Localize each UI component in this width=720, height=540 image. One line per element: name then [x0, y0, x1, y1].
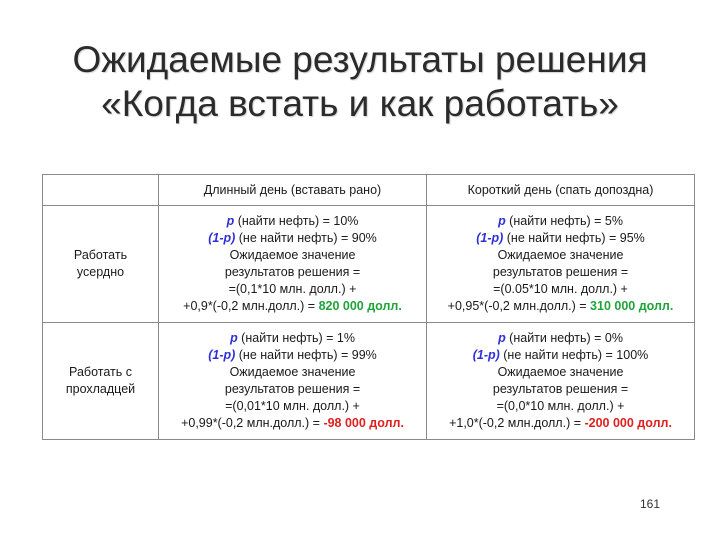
row-label-line: усердно [76, 265, 125, 279]
complement-line [161, 230, 424, 247]
complement-symbol: (1-p) [208, 231, 236, 245]
slide-title [0, 38, 720, 126]
formula-line: =(0,1*10 млн. долл.) + [228, 282, 357, 296]
formula-line: результатов решения = [224, 382, 361, 396]
decision-table [42, 174, 695, 440]
formula-text: +0,9*(-0,2 млн.долл.) = [183, 299, 319, 313]
probability-text: (найти нефть) = 1% [237, 331, 355, 345]
table-header-row [43, 175, 695, 206]
result-line [429, 415, 692, 432]
formula-line: результатов решения = [492, 265, 629, 279]
probability-symbol: p [498, 214, 506, 228]
row-label-work-hard [43, 206, 159, 323]
formula-line: =(0,0*10 млн. долл.) + [496, 399, 625, 413]
result-value: 310 000 долл. [590, 299, 674, 313]
probability-text: (найти нефть) = 10% [234, 214, 359, 228]
slide-title-line-2: «Когда встать и как работать» [101, 83, 619, 124]
page-number: 161 [640, 497, 661, 511]
row-label-line: Работать с [69, 365, 132, 379]
table-row [43, 323, 695, 440]
column-header-short-day: Короткий день (спать допоздна) [427, 175, 695, 206]
table-cell [159, 206, 427, 323]
probability-line [161, 330, 424, 347]
probability-symbol: p [498, 331, 506, 345]
formula-line: Ожидаемое значение [497, 365, 624, 379]
formula-line: результатов решения = [492, 382, 629, 396]
probability-text: (найти нефть) = 0% [505, 331, 623, 345]
complement-text: (не найти нефть) = 99% [235, 348, 377, 362]
probability-line [429, 330, 692, 347]
complement-line [429, 347, 692, 364]
formula-line: Ожидаемое значение [229, 365, 356, 379]
complement-line [161, 347, 424, 364]
probability-text: (найти нефть) = 5% [505, 214, 623, 228]
complement-symbol: (1-p) [208, 348, 236, 362]
probability-line [161, 213, 424, 230]
formula-line: результатов решения = [224, 265, 361, 279]
complement-text: (не найти нефть) = 95% [503, 231, 645, 245]
row-label-work-lazily [43, 323, 159, 440]
complement-text: (не найти нефть) = 90% [235, 231, 377, 245]
result-value: -98 000 долл. [323, 416, 404, 430]
table-cell [427, 323, 695, 440]
complement-symbol: (1-p) [472, 348, 500, 362]
result-line [161, 415, 424, 432]
row-label-line: прохладцей [65, 382, 136, 396]
result-value: 820 000 долл. [318, 299, 402, 313]
formula-line: Ожидаемое значение [229, 248, 356, 262]
complement-text: (не найти нефть) = 100% [499, 348, 649, 362]
table-cell [427, 206, 695, 323]
table-cell [159, 323, 427, 440]
result-line [429, 298, 692, 315]
probability-line [429, 213, 692, 230]
probability-symbol: p [226, 214, 235, 228]
table-row [43, 206, 695, 323]
complement-symbol: (1-p) [476, 231, 504, 245]
table-corner-cell [43, 175, 159, 206]
complement-line [429, 230, 692, 247]
formula-line: Ожидаемое значение [497, 248, 624, 262]
result-value: -200 000 долл. [584, 416, 672, 430]
formula-text: +1,0*(-0,2 млн.долл.) = [449, 416, 585, 430]
probability-symbol: p [230, 331, 238, 345]
formula-line: =(0.05*10 млн. долл.) + [493, 282, 628, 296]
column-header-long-day: Длинный день (вставать рано) [159, 175, 427, 206]
formula-line: =(0,01*10 млн. долл.) + [225, 399, 360, 413]
formula-text: +0,99*(-0,2 млн.долл.) = [181, 416, 324, 430]
formula-text: +0,95*(-0,2 млн.долл.) = [447, 299, 591, 313]
slide-title-line-1: Ожидаемые результаты решения [72, 39, 648, 80]
result-line [161, 298, 424, 315]
row-label-line: Работать [73, 248, 128, 262]
